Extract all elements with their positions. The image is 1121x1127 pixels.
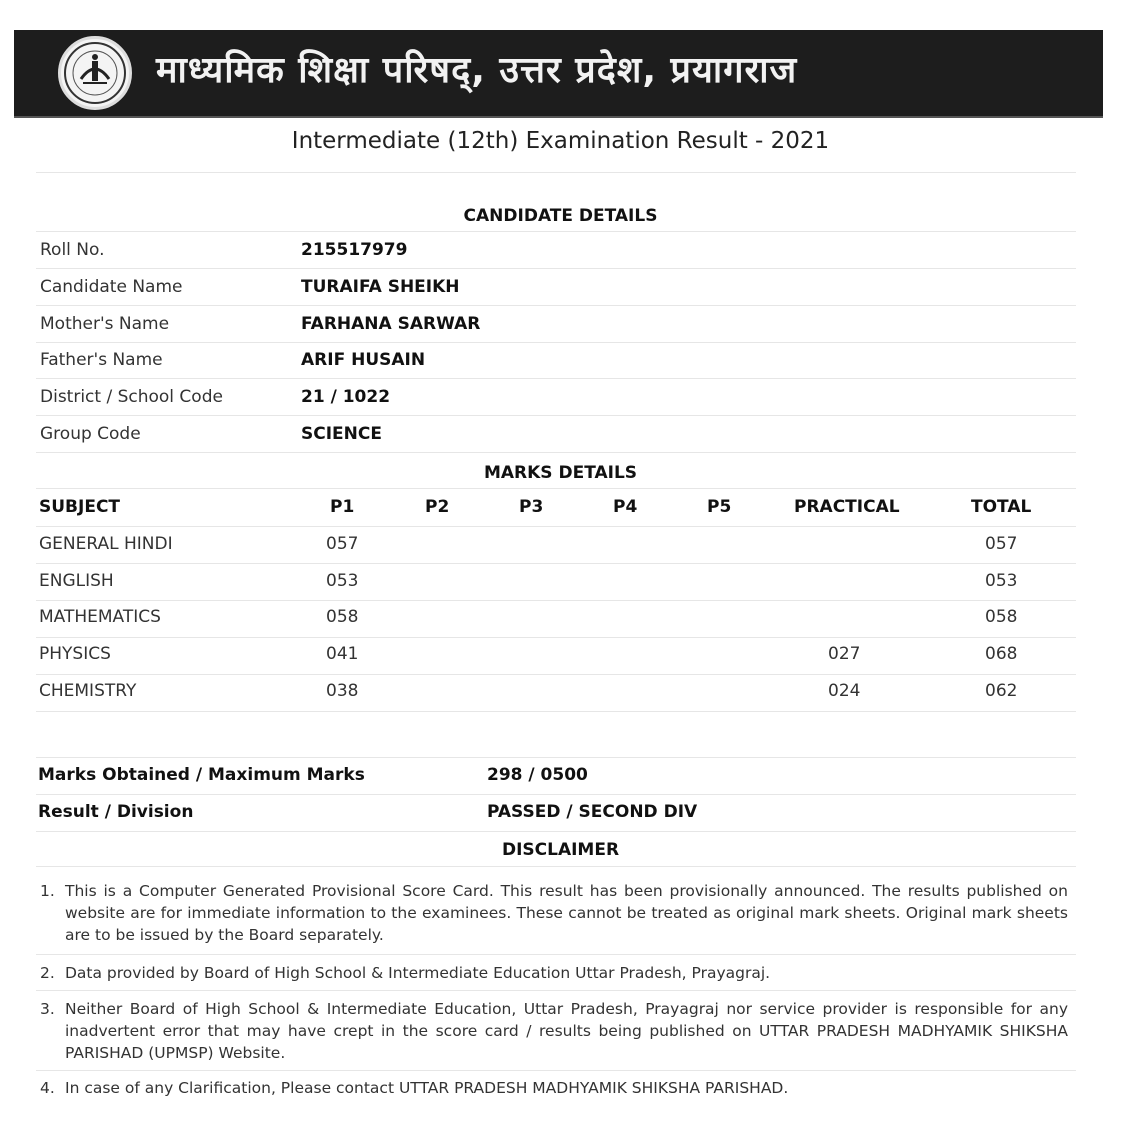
candidate-row-father (0, 350, 1121, 386)
divider (36, 231, 1076, 232)
divider (36, 637, 1076, 638)
marks-obtained-label: Marks Obtained / Maximum Marks (38, 765, 365, 785)
marks-obtained-value: 298 / 0500 (487, 765, 588, 785)
divider (36, 488, 1076, 489)
disclaimer-item (40, 880, 1068, 946)
subject-cell: ENGLISH (39, 571, 114, 591)
divider (36, 1070, 1076, 1071)
divider (36, 600, 1076, 601)
p1-cell: 057 (326, 534, 359, 554)
disclaimer-text: In case of any Clarification, Please contact UTTAR PRADESH MADHYAMIK SHIKSHA PARISHAD. (65, 1079, 789, 1097)
divider (36, 711, 1076, 712)
subject-header: SUBJECT (39, 497, 121, 517)
candidate-row-name (0, 277, 1121, 313)
p1-header: P1 (330, 497, 355, 517)
header-banner (14, 30, 1103, 116)
subject-cell: PHYSICS (39, 644, 111, 664)
disclaimer-number: 3. (40, 1000, 55, 1018)
total-cell: 068 (985, 644, 1018, 664)
exam-title: Intermediate (12th) Examination Result - 2021 (291, 128, 830, 154)
table-row (0, 571, 1121, 607)
subject-cell: GENERAL HINDI (39, 534, 173, 554)
candidate-row-roll-no (0, 240, 1121, 276)
upmsp-seal-icon (58, 36, 132, 110)
divider (36, 378, 1076, 379)
p1-cell: 038 (326, 681, 359, 701)
total-cell: 062 (985, 681, 1018, 701)
result-row (0, 802, 1121, 838)
marks-obtained-row (0, 765, 1121, 801)
disclaimer-title: DISCLAIMER (501, 840, 620, 860)
candidate-name-value: TURAIFA SHEIKH (301, 277, 460, 297)
p5-header: P5 (707, 497, 732, 517)
roll-no-value: 215517979 (301, 240, 408, 260)
candidate-row-group (0, 424, 1121, 460)
marks-details-title: MARKS DETAILS (483, 463, 638, 483)
divider (36, 526, 1076, 527)
subject-cell: CHEMISTRY (39, 681, 137, 701)
result-label: Result / Division (38, 802, 194, 822)
total-cell: 053 (985, 571, 1018, 591)
candidate-row-mother (0, 314, 1121, 350)
p3-header: P3 (519, 497, 544, 517)
divider (36, 757, 1076, 758)
result-value: PASSED / SECOND DIV (487, 802, 698, 822)
group-code-value: SCIENCE (301, 424, 382, 444)
divider (36, 172, 1076, 173)
divider (36, 452, 1076, 453)
disclaimer-number: 2. (40, 964, 55, 982)
candidate-details-title: CANDIDATE DETAILS (463, 206, 658, 226)
mother-name-label: Mother's Name (40, 314, 170, 334)
divider (36, 342, 1076, 343)
table-row (0, 534, 1121, 570)
p1-cell: 041 (326, 644, 359, 664)
disclaimer-text: Neither Board of High School & Intermediate Education, Uttar Pradesh, Prayagraj nor service provider is responsible for any inadvertent error that may have crept in the score card / results being published on UTTAR PRADESH MADHYAMIK SHIKSHA PARISHAD (UPMSP) Website. (65, 1000, 1068, 1062)
divider (36, 674, 1076, 675)
total-header: TOTAL (971, 497, 1032, 517)
board-name: माध्यमिक शिक्षा परिषद्, उत्तर प्रदेश, प्रयागराज (156, 50, 798, 91)
divider (36, 866, 1076, 867)
divider (36, 831, 1076, 832)
total-cell: 057 (985, 534, 1018, 554)
divider (36, 990, 1076, 991)
disclaimer-text: Data provided by Board of High School & Intermediate Education Uttar Pradesh, Prayagraj. (65, 964, 771, 982)
roll-no-label: Roll No. (40, 240, 105, 260)
candidate-name-label: Candidate Name (40, 277, 183, 297)
disclaimer-item (40, 1077, 1068, 1099)
mother-name-value: FARHANA SARWAR (301, 314, 481, 334)
divider (36, 268, 1076, 269)
p2-header: P2 (425, 497, 450, 517)
p1-cell: 058 (326, 607, 359, 627)
disclaimer-number: 4. (40, 1079, 55, 1097)
disclaimer-number: 1. (40, 882, 55, 900)
disclaimer-text: This is a Computer Generated Provisional Score Card. This result has been provisionally announced. The results published on website are for immediate information to the examinees. These cannot be treated as original mark sheets. Original mark sheets are to be issued by the Board separately. (65, 882, 1068, 944)
disclaimer-item (40, 962, 1068, 984)
practical-cell: 024 (828, 681, 861, 701)
district-code-value: 21 / 1022 (301, 387, 391, 407)
father-name-value: ARIF HUSAIN (301, 350, 426, 370)
total-cell: 058 (985, 607, 1018, 627)
divider (36, 415, 1076, 416)
p4-header: P4 (613, 497, 638, 517)
p1-cell: 053 (326, 571, 359, 591)
divider (36, 305, 1076, 306)
practical-header: PRACTICAL (794, 497, 900, 517)
disclaimer-item (40, 998, 1068, 1064)
divider (36, 563, 1076, 564)
divider (36, 954, 1076, 955)
candidate-row-district (0, 387, 1121, 423)
father-name-label: Father's Name (40, 350, 163, 370)
practical-cell: 027 (828, 644, 861, 664)
group-code-label: Group Code (40, 424, 141, 444)
marks-header-row (0, 497, 1121, 533)
subject-cell: MATHEMATICS (39, 607, 161, 627)
district-code-label: District / School Code (40, 387, 223, 407)
divider (36, 794, 1076, 795)
